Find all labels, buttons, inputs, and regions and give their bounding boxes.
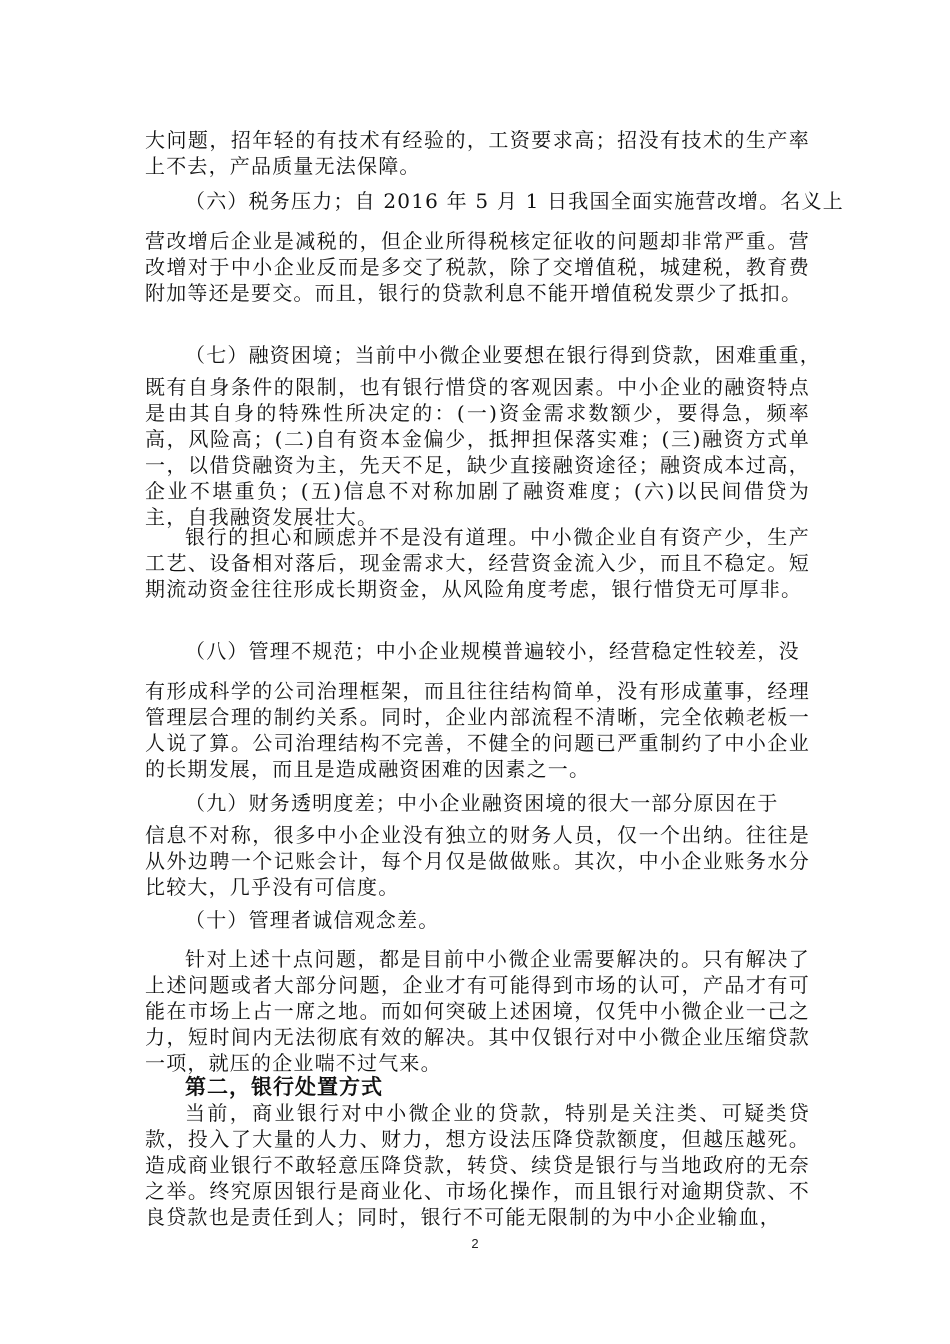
section-7-lead-line: （七）融资困境；当前中小微企业要想在银行得到贷款，困难重重， [185,343,821,367]
section-9-finance-body: 信息不对称，很多中小企业没有独立的财务人员，仅一个出纳。往往是从外边聘一个记账会计，每个月仅是做做账。其次，中小企业账务水分比较大，几乎没有可信度。 [145,823,810,899]
page-number: 2 [471,1236,479,1251]
section-6-tax-pressure-body: 营改增后企业是减税的，但企业所得税核定征收的问题却非常严重。营改增对于中小企业反而是多交了税款，除了交增值税，城建税，教育费附加等还是要交。而且，银行的贷款利息不能开增值税发票少了抵扣。 [145,229,810,305]
section-10-line: （十）管理者诚信观念差。 [185,908,440,932]
section-7-financing-body: 既有自身条件的限制，也有银行惜贷的客观因素。中小企业的融资特点是由其自身的特殊性所决定的：(一)资金需求数额少，要得急，频率高，风险高；(二)自有资本金偏少，抵押担保落实难；(三)融资方式单一，以借贷融资为主，先天不足，缺少直接融资途径；融资成本过高，企业不堪重负；(五)信息不对称加剧了融资难度；(六)以民间借贷为主，自我融资发展壮大。 [145,375,810,529]
section-8-management-body: 有形成科学的公司治理框架，而且往往结构简单，没有形成董事，经理管理层合理的制约关系。同时，企业内部流程不清晰，完全依赖老板一人说了算。公司治理结构不完善，不健全的问题已严重制约了中小企业的长期发展，而且是造成融资困难的因素之一。 [145,679,810,781]
paragraph-bank-disposal: 当前，商业银行对中小微企业的贷款，特别是关注类、可疑类贷款，投入了大量的人力、财力，想方设法压降贷款额度，但越压越死。造成商业银行不敢轻意压降贷款，转贷、续贷是银行与当地政府的无奈之举。终究原因银行是商业化、市场化操作，而且银行对逾期贷款、不良贷款也是责任到人；同时，银行不可能无限制的为中小企业输血， [145,1101,810,1229]
section-8-lead-line: （八）管理不规范；中小企业规模普遍较小，经营稳定性较差，没 [185,639,800,663]
section-heading-bank-disposal: 第二，银行处置方式 [185,1075,383,1099]
section-6-lead-line: （六）税务压力；自 2016 年 5 月 1 日我国全面实施营改增。名义上 [185,189,844,213]
paragraph-bank-concerns: 银行的担心和顾虑并不是没有道理。中小微企业自有资产少，生产工艺、设备相对落后，现金需求大，经营资金流入少，而且不稳定。短期流动资金往往形成长期资金，从风险角度考虑，银行惜贷无可厚非。 [145,525,810,601]
paragraph-summary: 针对上述十点问题，都是目前中小微企业需要解决的。只有解决了上述问题或者大部分问题，企业才有可能得到市场的认可，产品才有可能在市场上占一席之地。而如何突破上述困境，仅凭中小微企业一己之力，短时间内无法彻底有效的解决。其中仅银行对中小微企业压缩贷款一项，就压的企业喘不过气来。 [145,947,810,1075]
section-9-lead-line: （九）财务透明度差；中小企业融资困境的很大一部分原因在于 [185,791,779,815]
paragraph-labor-issue: 大问题，招年轻的有技术有经验的，工资要求高；招没有技术的生产率上不去，产品质量无法保障。 [145,128,810,178]
